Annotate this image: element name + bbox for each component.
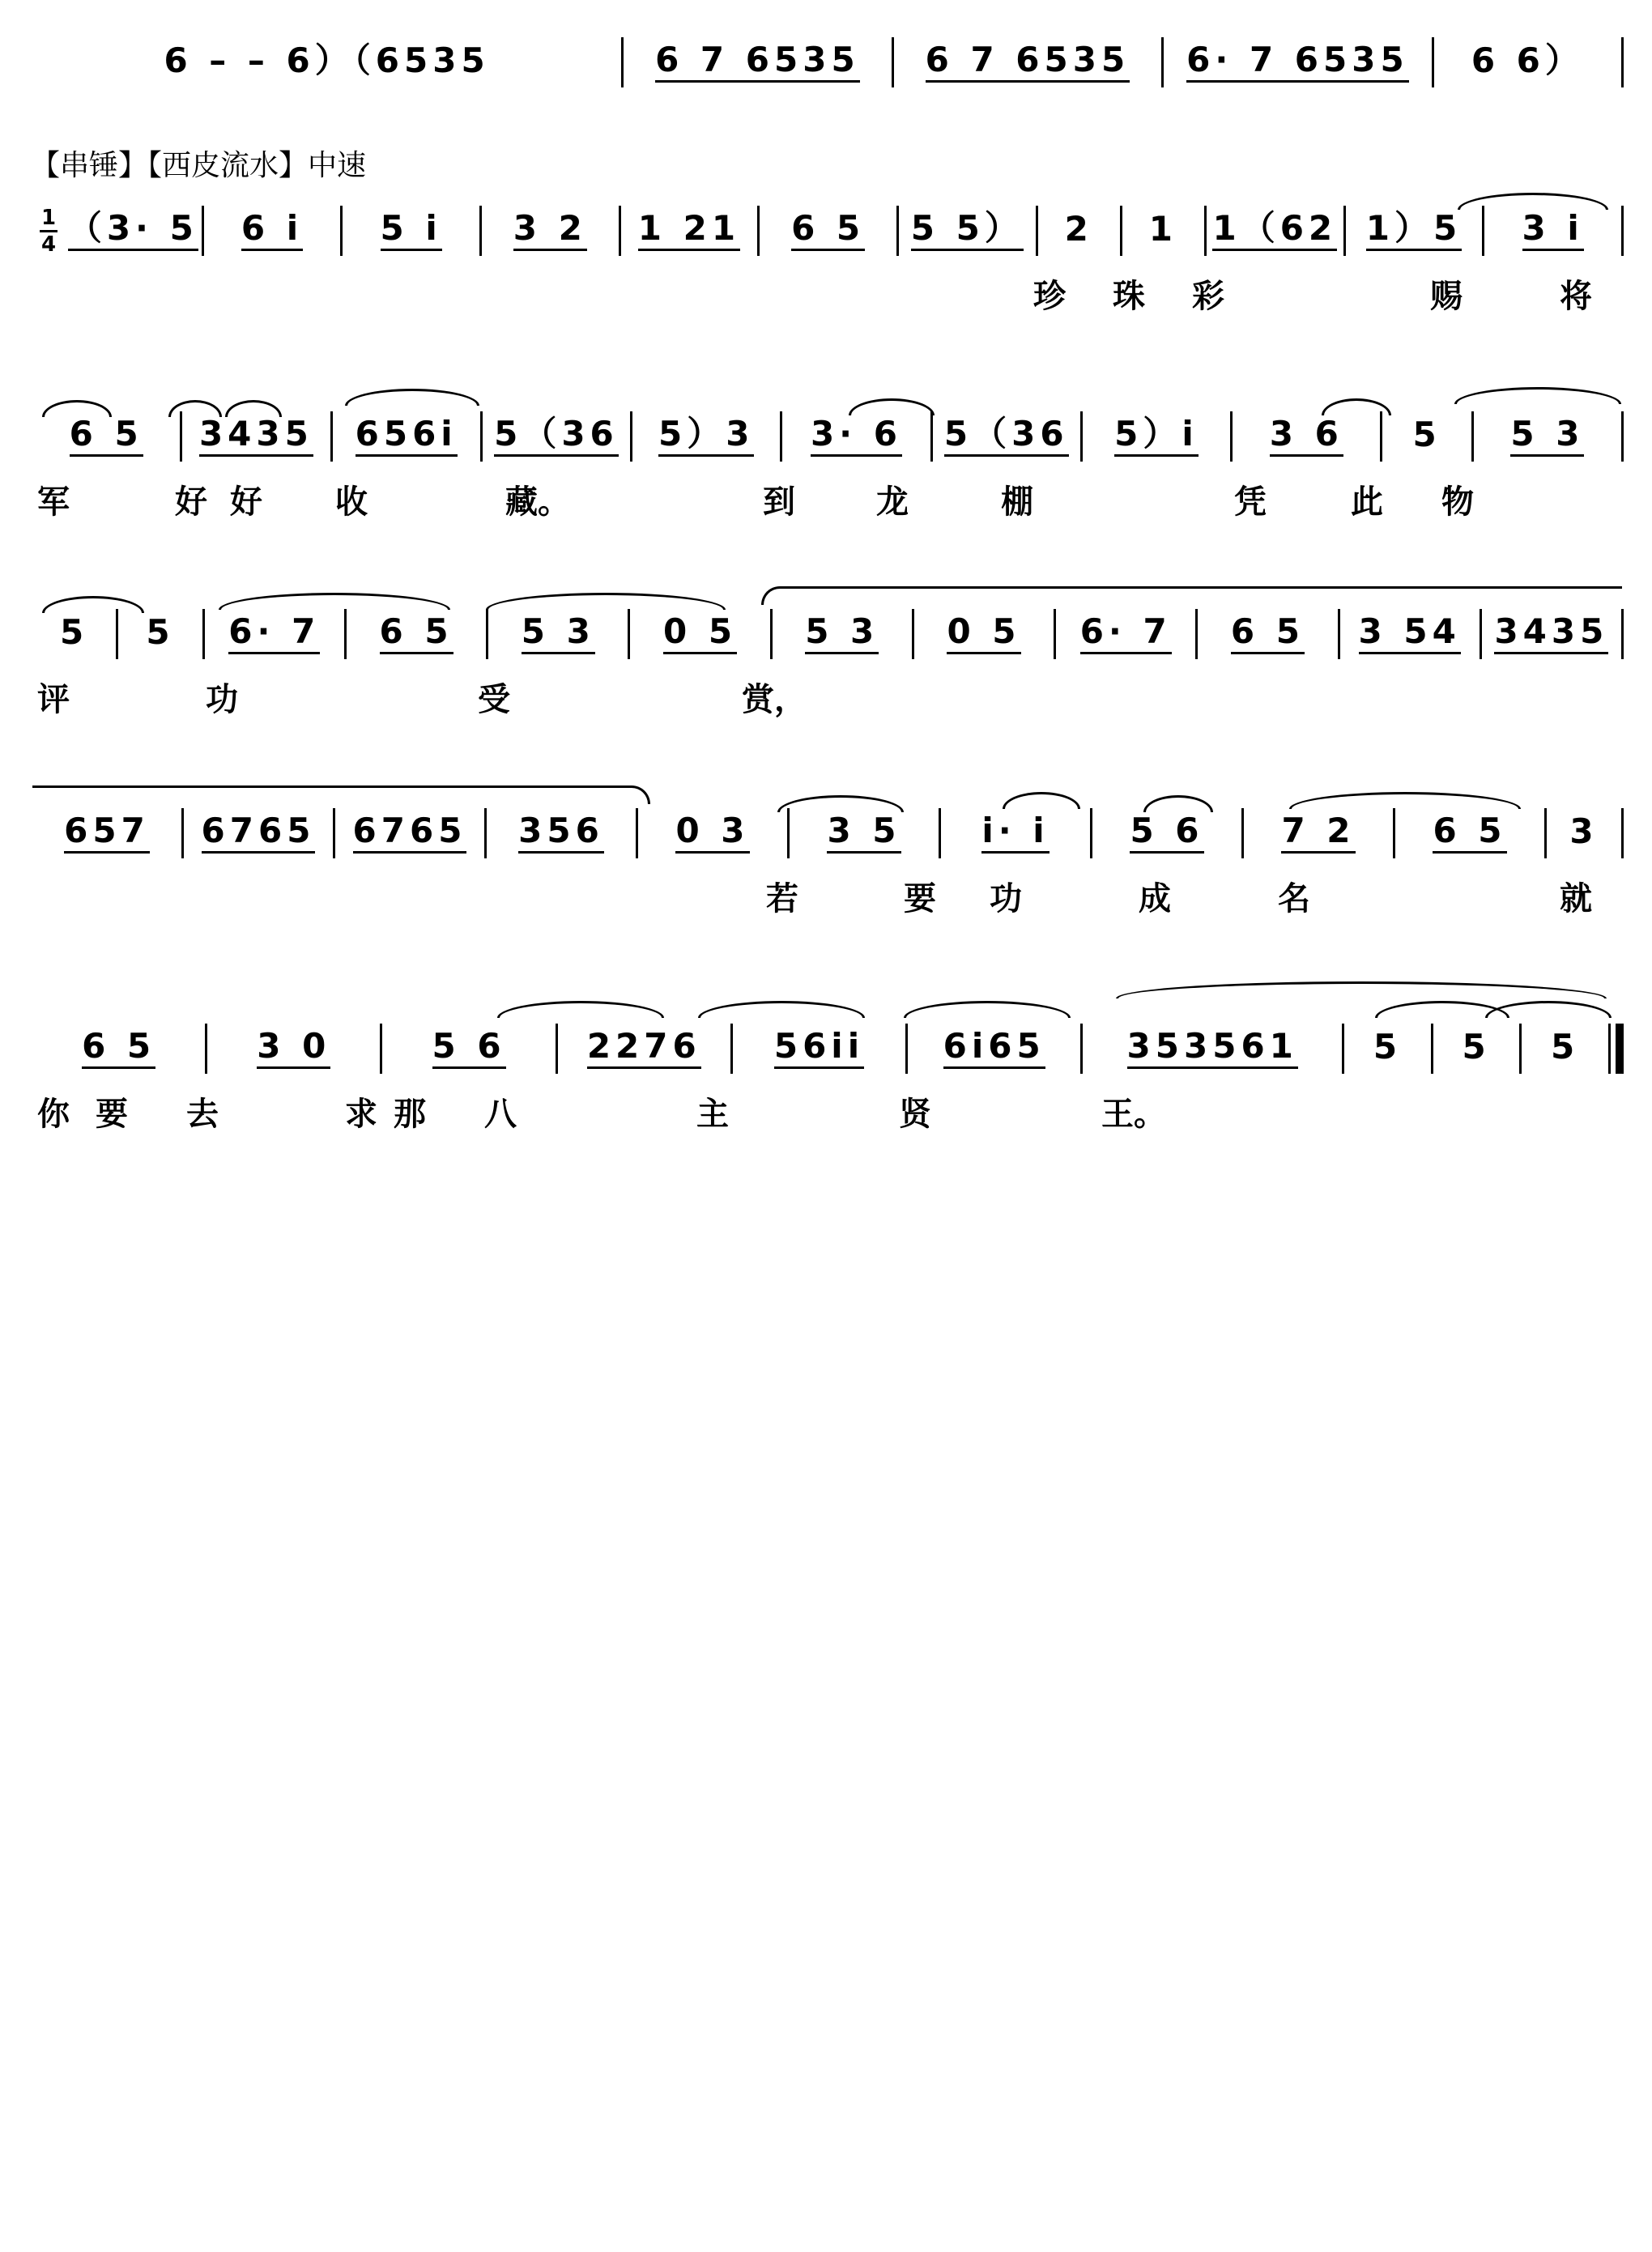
measure: 356	[487, 808, 636, 858]
measure: 6 5	[1395, 808, 1544, 858]
measure: 5）i	[1083, 411, 1230, 462]
measure: 5 6	[382, 1024, 555, 1074]
measure: 5（36	[483, 411, 630, 462]
lyric-syllable: 去	[186, 1095, 219, 1133]
measure: 6 – – 6）（6535	[164, 40, 490, 80]
slur	[849, 398, 935, 415]
lyric-syllable: 求	[345, 1095, 377, 1133]
lyric-syllable: 若	[766, 879, 798, 917]
lyric-syllable: 要	[904, 879, 936, 917]
lyric-syllable: 成	[1139, 879, 1171, 917]
notes-row-4	[32, 609, 1624, 659]
measure: 5 3	[1474, 411, 1621, 462]
staff-row-1	[32, 37, 1624, 126]
slur	[777, 795, 904, 812]
slur	[761, 586, 1622, 605]
lyric-syllable: 彩	[1192, 277, 1224, 315]
slur	[168, 400, 222, 417]
slur	[219, 593, 450, 610]
measure: 3 5	[790, 808, 939, 858]
lyric-syllable: 将	[1560, 277, 1592, 315]
measure: 5）3	[632, 411, 780, 462]
lyric-syllable: 珠	[1113, 277, 1145, 315]
measure: 5	[1551, 1027, 1580, 1066]
measure: 2276	[558, 1024, 730, 1074]
lyric-syllable: 那	[394, 1095, 426, 1133]
slur	[497, 1001, 664, 1018]
measure: 3	[1569, 811, 1599, 851]
slur	[904, 1001, 1071, 1018]
lyric-syllable: 收	[335, 483, 368, 521]
measure: 1）5	[1346, 206, 1483, 256]
measure: 6 6）	[1471, 40, 1584, 80]
measure: 3 0	[207, 1024, 380, 1074]
staff-row-2	[32, 205, 1624, 315]
slur	[1143, 795, 1213, 812]
measure: i· i	[941, 808, 1090, 858]
slur	[1116, 981, 1607, 998]
measure: 6 5	[1198, 609, 1337, 659]
final-barline	[1616, 1024, 1624, 1074]
lyric-syllable: 评	[37, 680, 70, 718]
slur	[698, 1001, 865, 1018]
notes-row-5	[32, 808, 1624, 858]
barline	[1621, 206, 1624, 256]
notes-row-2	[32, 206, 1624, 256]
measure: 1（62	[1207, 206, 1343, 256]
measure: 3435	[182, 411, 330, 462]
measure: 0 5	[914, 609, 1054, 659]
lyric-syllable: 军	[37, 483, 70, 521]
measure: 3435	[1482, 609, 1621, 659]
lyric-syllable: 功	[206, 680, 238, 718]
slur	[1458, 193, 1608, 210]
lyrics-row-2	[32, 270, 1624, 313]
measure: 56ii	[733, 1024, 905, 1074]
measure: （3· 5	[65, 206, 202, 256]
lyric-syllable: 受	[478, 680, 510, 718]
measure: 6 5	[760, 206, 896, 256]
notes-row-1	[32, 37, 1624, 87]
measure: 3 54	[1340, 609, 1480, 659]
slur	[225, 400, 282, 417]
lyric-syllable: 你	[37, 1095, 70, 1133]
staff-row-6	[32, 1024, 1624, 1133]
slur	[42, 400, 112, 417]
staff-row-5	[32, 808, 1624, 917]
measure: 0 5	[630, 609, 769, 659]
lyrics-row-3	[32, 476, 1624, 521]
measure: 6· 7	[1056, 609, 1195, 659]
measure: 5 3	[488, 609, 628, 659]
measure: 656i	[333, 411, 480, 462]
lyric-syllable: 主	[696, 1095, 729, 1133]
measure: 3 i	[1484, 206, 1621, 256]
lyrics-row-6	[32, 1088, 1624, 1133]
measure: 1	[1148, 209, 1178, 249]
lyric-syllable: 到	[763, 483, 795, 521]
lyric-syllable: 物	[1441, 483, 1474, 521]
measure: 5 3	[773, 609, 912, 659]
measure: 5	[1462, 1027, 1491, 1066]
measure: 5	[1412, 415, 1441, 454]
measure: 6i65	[908, 1024, 1080, 1074]
measure: 5	[1373, 1027, 1403, 1066]
measure: 5（36	[933, 411, 1080, 462]
measure: 7 2	[1244, 808, 1393, 858]
measure: 6 5	[32, 1024, 205, 1074]
measure: 6 7 6535	[894, 37, 1162, 87]
slur	[486, 593, 726, 610]
section-heading: 【串锤】【西皮流水】中速	[31, 149, 367, 182]
slur	[1485, 1001, 1612, 1018]
slur	[32, 785, 650, 804]
slur	[1289, 792, 1521, 809]
lyric-syllable: 此	[1351, 483, 1383, 521]
lyric-syllable: 名	[1278, 879, 1310, 917]
lyric-syllable: 凭	[1234, 483, 1267, 521]
lyric-syllable: 棚	[1001, 483, 1033, 521]
lyric-syllable: 八	[484, 1095, 517, 1133]
measure: 6· 7 6535	[1164, 37, 1432, 87]
measure: 6· 7	[205, 609, 344, 659]
measure: 3 2	[482, 206, 619, 256]
measure: 5	[146, 612, 175, 652]
time-signature: 1 4	[40, 205, 57, 257]
measure: 6765	[184, 808, 333, 858]
slur	[345, 389, 479, 406]
staff-row-3	[32, 411, 1624, 521]
lyric-syllable: 藏。	[505, 483, 570, 521]
lyric-syllable: 贤	[899, 1095, 931, 1133]
measure: 5 5）	[899, 206, 1036, 256]
lyric-syllable: 赏，	[742, 680, 807, 718]
notes-row-6	[32, 1024, 1624, 1074]
measure: 6765	[335, 808, 484, 858]
slur	[1003, 792, 1080, 809]
lyric-syllable: 好	[230, 483, 262, 521]
measure: 1 21	[621, 206, 758, 256]
lyric-syllable: 功	[990, 879, 1022, 917]
measure: 5 6	[1092, 808, 1241, 858]
slur	[1454, 387, 1621, 404]
measure: 2	[1064, 209, 1093, 249]
lyrics-row-5	[32, 873, 1624, 915]
lyric-syllable: 龙	[876, 483, 909, 521]
measure: 3· 6	[782, 411, 930, 462]
measure: 6 5	[32, 411, 180, 462]
slur	[1322, 398, 1391, 415]
lyric-syllable: 要	[96, 1095, 128, 1133]
notes-row-3	[32, 411, 1624, 462]
measure: 6 5	[347, 609, 486, 659]
staff-row-4	[32, 609, 1624, 718]
lyric-syllable: 珍	[1033, 277, 1066, 315]
measure: 353561	[1083, 1024, 1342, 1074]
lyric-syllable: 就	[1560, 879, 1592, 917]
measure: 0 3	[638, 808, 787, 858]
slur	[42, 596, 144, 613]
measure: 657	[32, 808, 181, 858]
lyric-syllable: 好	[175, 483, 207, 521]
measure: 6 7 6535	[624, 37, 892, 87]
lyrics-row-4	[32, 674, 1624, 716]
barline	[1621, 609, 1624, 659]
lyric-syllable: 赐	[1430, 277, 1463, 315]
barline	[1621, 808, 1624, 858]
barline	[1621, 411, 1624, 462]
measure: 6 i	[204, 206, 341, 256]
measure: 5 i	[343, 206, 479, 256]
lyric-syllable: 王。	[1101, 1095, 1166, 1133]
barline	[1621, 37, 1624, 87]
barline	[1608, 1024, 1611, 1074]
measure: 5	[60, 612, 89, 652]
measure: 3 6	[1233, 411, 1380, 462]
